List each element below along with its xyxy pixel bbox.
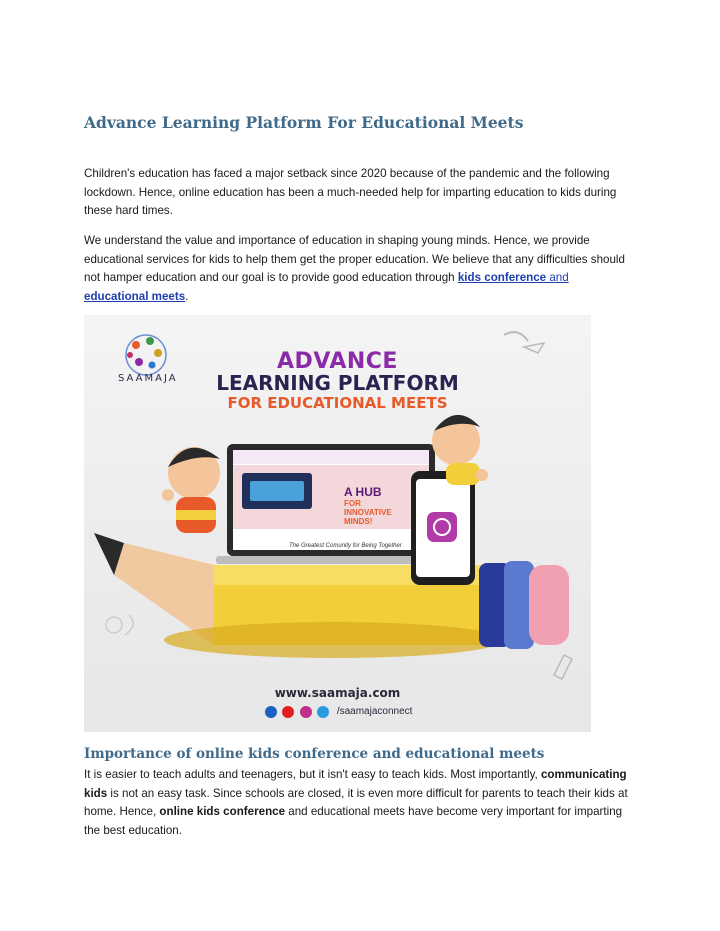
page-title: Advance Learning Platform For Educational Meets <box>84 113 524 132</box>
kids-conference-link[interactable]: kids conference <box>457 271 547 284</box>
intro-paragraph: Children's education has faced a major setback since 2020 because of the pandemic and the following lockdown. Hence, online education has been a much-needed help for imparting education to kids during these hard times. <box>84 167 617 217</box>
facebook-icon <box>265 706 277 718</box>
instagram-icon <box>300 706 312 718</box>
banner-social-row <box>265 703 412 717</box>
section-subheading: Importance of online kids conference and educational meets <box>84 746 545 762</box>
period-text: . <box>185 289 189 303</box>
and-link-text[interactable]: and <box>546 271 569 284</box>
boy-left-illustration <box>162 447 220 533</box>
banner-logo-text: SAAMAJA <box>118 373 178 384</box>
banner-hub-title: A HUB <box>344 485 382 499</box>
online-kids-conference-bold: online kids conference <box>159 805 286 818</box>
banner-heading-line1: ADVANCE <box>277 349 398 374</box>
phone-illustration <box>411 471 475 585</box>
banner-tagline: The Greatest Comunity for Being Together <box>289 543 402 549</box>
social-handle: /saamajaconnect <box>336 706 413 718</box>
twitter-icon <box>317 706 329 718</box>
banner-heading-line3: FOR EDUCATIONAL MEETS <box>227 394 448 412</box>
promo-banner-image <box>84 315 591 732</box>
banner-website: www.saamaja.com <box>274 686 401 700</box>
importance-paragraph <box>84 766 640 840</box>
youtube-icon <box>282 706 294 718</box>
importance-text-3: and educational meets have become very important for imparting the best education. <box>84 805 623 837</box>
educational-meets-link[interactable]: educational meets <box>84 289 186 303</box>
importance-text-2: is not an easy task. Since schools are closed, it is even more difficult for parents to teach their kids at home. Hence, <box>84 786 628 818</box>
services-text: We understand the value and importance of education in shaping young minds. Hence, we provide educational services for kids to help them get the proper education. We believe that any difficulties should not hamper education and our goal is to provide good education through <box>84 234 625 284</box>
services-paragraph <box>84 232 640 306</box>
banner-hub-text: FOR INNOVATIVE MINDS! <box>344 499 392 526</box>
importance-text-1: It is easier to teach adults and teenagers, but it isn't easy to teach kids. Most importantly, <box>84 768 541 781</box>
communicating-kids-bold: communicating kids <box>84 768 627 800</box>
banner-heading-line2: LEARNING PLATFORM <box>216 371 459 395</box>
